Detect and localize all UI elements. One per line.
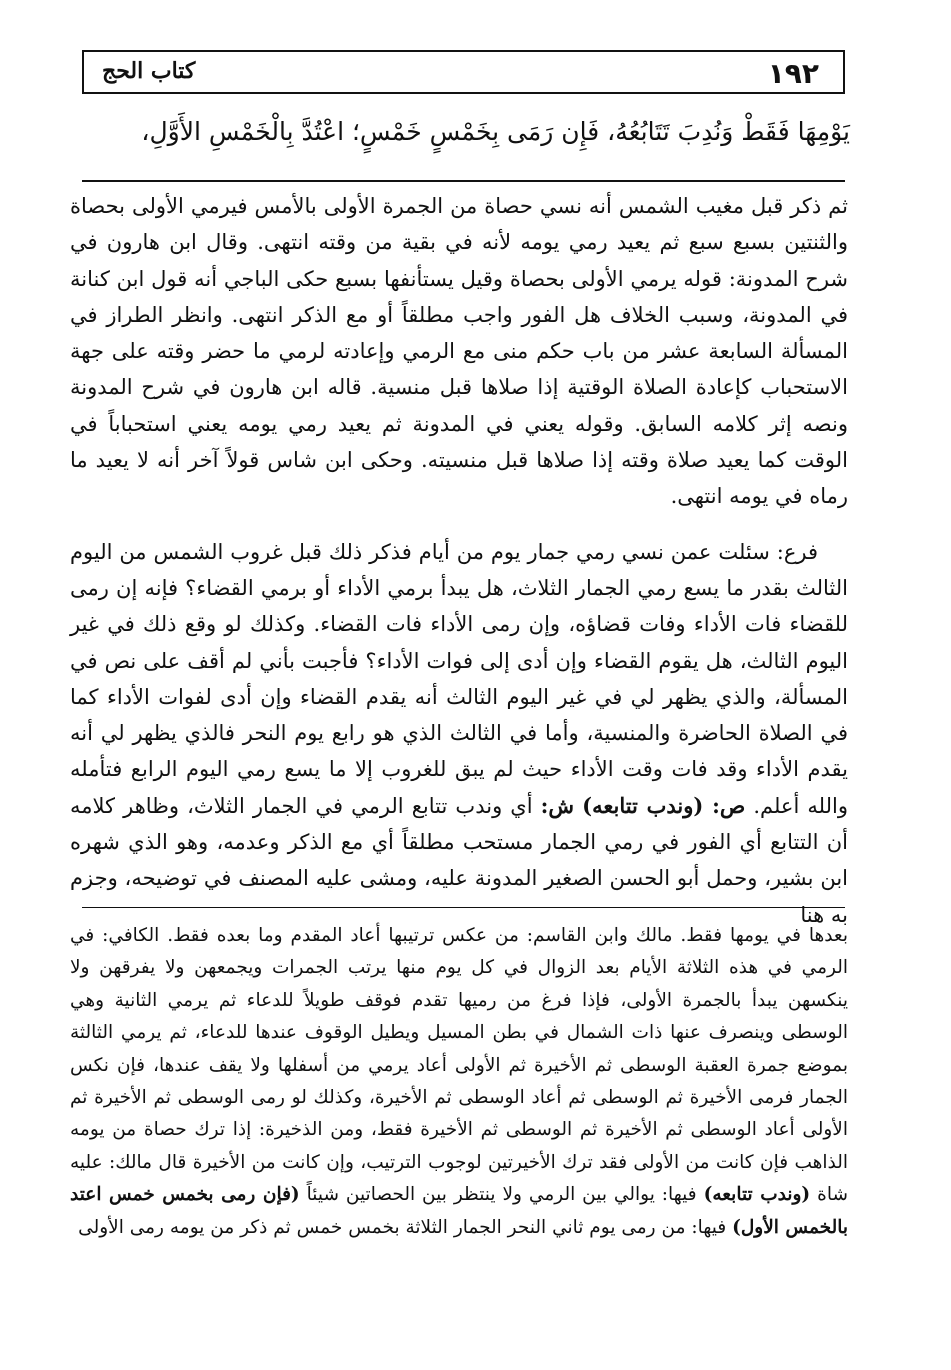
footnote-text-3: فيها: من رمى يوم ثاني النحر الجمار الثلاثة بخمس خمس ثم ذكر من يومه رمى الأولى: [78, 1216, 727, 1238]
commentary-body: [70, 188, 848, 933]
commentary-paragraph-2: [70, 534, 848, 933]
page-number: ١٩٢: [767, 57, 819, 90]
book-title: كتاب الحج: [102, 58, 196, 84]
footnote-text-1: بعدها في يومها فقط. مالك وابن القاسم: من عكس ترتيبها أعاد المقدم وما بعده فقط. الكافي: في الرمي في هذه الثلاثة الأيام بعد الزوال في كل يوم منها يرتب الجمرات ويجمعهن ولا يفرقهن ولا ينكسهن يبدأ بالجمرة الأولى، فإذا فرغ من رميها تقدم فوقف طويلاً للدعاء ثم يرمي الثانية وهي الوسطى وينصرف عنها ذات الشمال في بطن المسيل ويطيل الوقوف عندها للدعاء، ثم يرمي الثالثة بموضع جمرة العقبة الوسطى ثم الأخيرة ثم الأولى أعاد يرمي من أسفلها ولا يقف عندها، فإن نكس الجمار فرمى الأخيرة ثم الوسطى ثم أعاد الوسطى ثم الأخيرة، وكذلك لو رمى الوسطى ثم الأخيرة ثم الأولى أعاد الوسطى ثم الأخيرة ثم الوسطى ثم الأخيرة فقط، ومن الذخيرة: إذا ترك حصاة من يومه الذاهب فإن كانت من الأولى فقد ترك الأخيرتين لوجوب الترتيب، وإن كانت من الأخيرة قال مالك: عليه شاة: [70, 925, 848, 1206]
footnote-text-2: فيها: يوالي بين الرمي ولا ينتظر بين الحصاتين شيئاً: [306, 1184, 697, 1206]
matn-divider: [82, 180, 845, 182]
sharh-label: ش:: [540, 792, 575, 818]
footnote-bold-quote-2: (فإن رمى بخمس خمس اعتد بالخمس الأول): [70, 1184, 848, 1238]
commentary-paragraph-1: ثم ذكر قبل مغيب الشمس أنه نسي حصاة من الجمرة الأولى بالأمس فيرمي الأولى بحصاة والثنتين بسبع سبع ثم يعيد رمي يومه لأنه في بقية من وقته انتهى. وقال ابن هارون في شرح المدونة: قوله يرمي الأولى بحصاة وقيل يستأنفها بسبع حكى الباجي أنه قول ابن كنانة في المدونة، وسبب الخلاف هل الفور واجب مطلقاً أو مع الذكر انتهى. وانظر الطراز في المسألة السابعة عشر من باب حكم منى مع الرمي وإعادته لرمي ما حضر وقته على جهة الاستحباب كإعادة الصلاة الوقتية إذا صلاها قبل منسية. قاله ابن هارون في شرح المدونة ونصه إثر كلامه السابق. وقوله يعني في المدونة ثم يعيد رمي يومه يعني استحباباً في الوقت كما يعيد صلاة وقته إذا صلاها قبل منسيته. وحكى ابن شاس قولاً آخر أنه لا يعيد ما رماه في يومه انتهى.: [70, 194, 848, 509]
matn-quote-label: ص: (وندب تتابعه): [582, 792, 746, 818]
page-header: [82, 50, 845, 94]
matn-text: يَوْمِهَا فَقَطْ وَنُدِبَ تَتَابُعُهُ، فَإِن رَمَى بِخَمْسٍ خَمْسٍ؛ اعْتُدَّ بِالْخَمْسِ الأَوَّلِ،: [141, 117, 850, 146]
commentary-paragraph-2-rest: أي وندب تتابع الرمي في الجمار الثلاث، وظاهر كلامه أن التتابع أي الفور في رمي الجمار مستحب مطلقاً أي مع الذكر وعدمه، وهو الذي شهره ابن بشير، وحمل أبو الحسن الصغير المدونة عليه، ومشى عليه المصنف في توضيحه، وجزم به هنا: [70, 793, 848, 927]
footnotes-body: [70, 920, 848, 1244]
footnote-divider: [82, 907, 845, 908]
commentary-paragraph-2-intro: فرع: سئلت عمن نسي رمي جمار يوم من أيام فذكر ذلك قبل غروب الشمس من اليوم الثالث بقدر ما يسع رمي الجمار الثلاث، هل يبدأ برمي الأداء أو برمي القضاء؟ فإنه إن رمى للقضاء فات الأداء وفات قضاؤه، وإن رمى الأداء فات القضاء. وكذلك لو وقع ذلك في غير اليوم الثالث، هل يقوم القضاء وإن أدى إلى فوات الأداء؟ فأجبت بأني لم أقف على نص في المسألة، والذي يظهر لي في غير اليوم الثالث أنه يقدم القضاء وإن أدى لفوات الأداء كما في الصلاة الحاضرة والمنسية، وأما في الثالث الذي هو رابع يوم النحر فالذي يظهر لي أنه يقدم الأداء وقد فات وقت الأداء حيث لم يبق للغروب إلا ما يسع رمي اليوم الرابع فتأمله والله أعلم.: [70, 539, 848, 818]
footnote-bold-quote-1: (وندب تتابعه): [703, 1184, 811, 1206]
footnote-paragraph: [70, 920, 848, 1244]
